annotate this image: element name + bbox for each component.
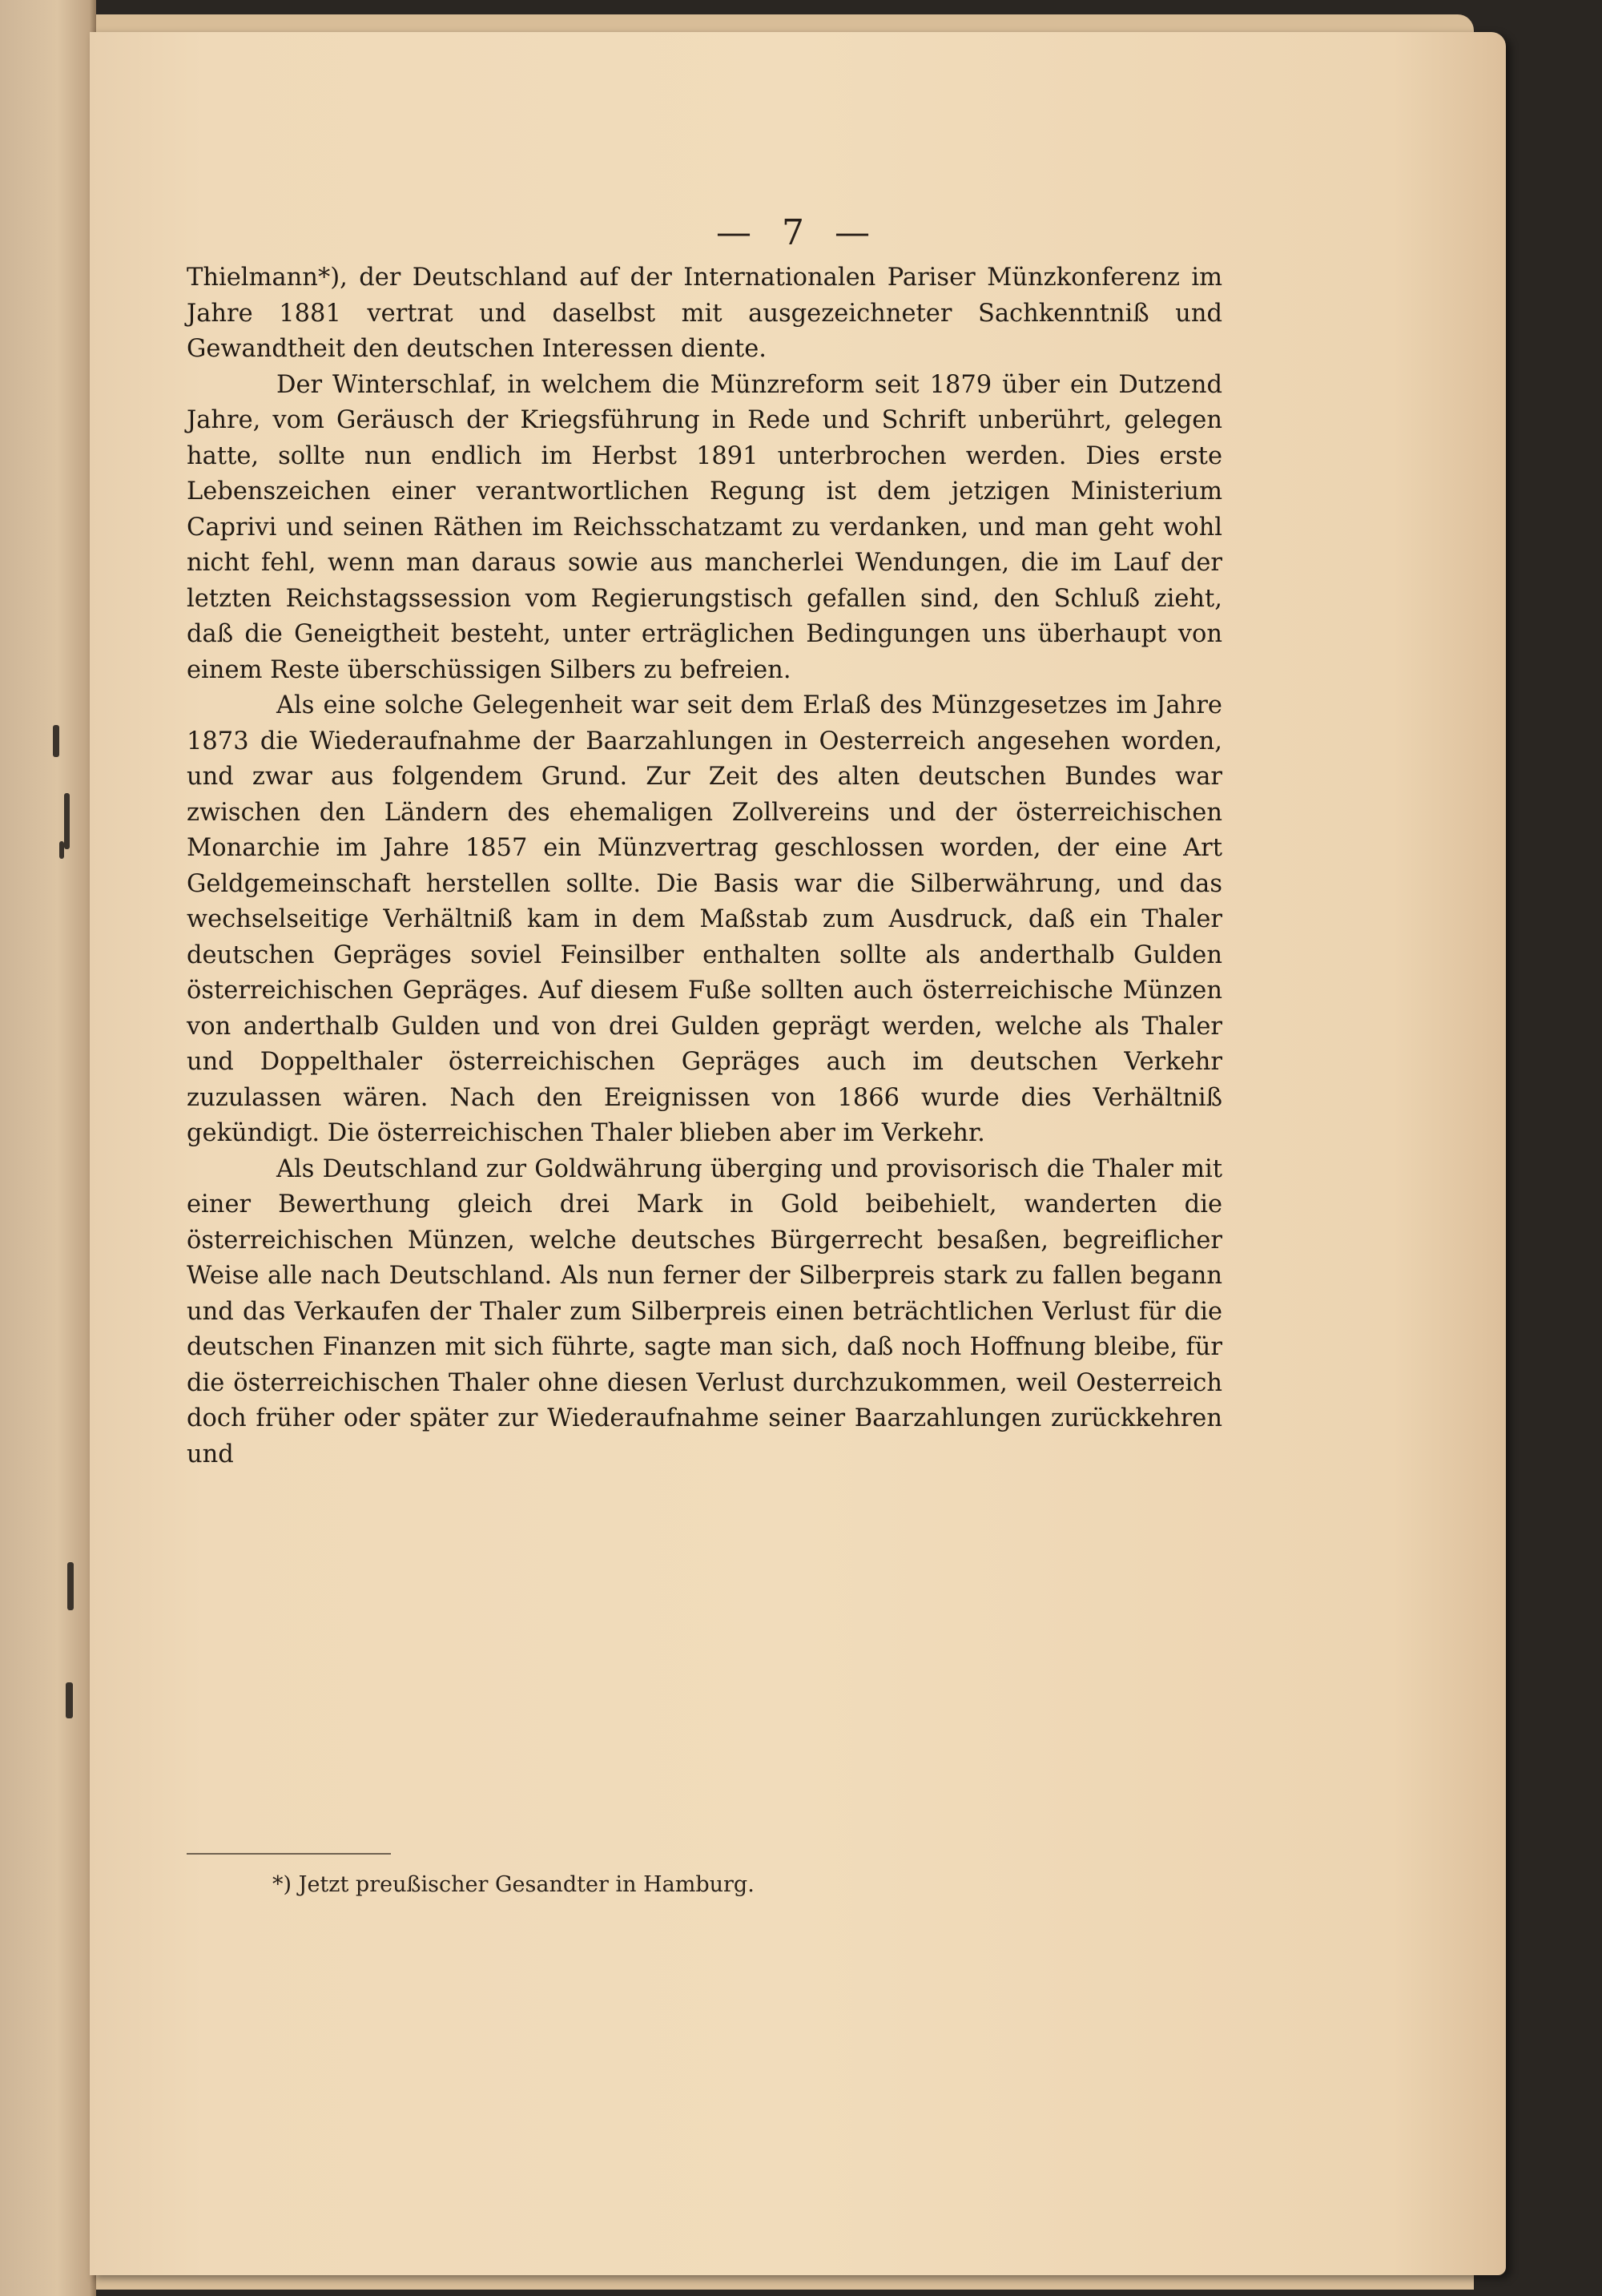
paragraph: Thielmann*), der Deutschland auf der Internationalen Pariser Münzkonferenz im Jahre 1881 vertrat und daselbst mit ausgezeichneter Sachkenntniß und Gewandtheit den deutschen Interessen diente. — [187, 264, 1222, 363]
paragraph: Als eine solche Gelegenheit war seit dem Erlaß des Münzgesetzes im Jahre 1873 die Wiederaufnahme der Baarzahlungen in Oesterreich angesehen worden, und zwar aus folgendem Grund. Zur Zeit des alten deutschen Bundes war zwischen den Ländern des ehemaligen Zollvereins und der österreichischen Monarchie im Jahre 1857 ein Münzvertrag geschlossen worden, der eine Art Geldgemeinschaft herstellen sollte. Die Basis war die Silberwährung, und das wechselseitige Verhältniß kam in dem Maßstab zum Ausdruck, daß ein Thaler deutschen Gepräges soviel Feinsilber enthalten sollte als anderthalb Gulden österreichischen Gepräges. Auf diesem Fuße sollten auch österreichische Münzen von anderthalb Gulden und von drei Gulden geprägt werden, welche als Thaler und Doppelthaler österreichischen Gepräges auch im deutschen Verkehr zuzulassen wären. Nach den Ereignissen von 1866 wurde dies Verhältniß gekündigt. Die österreichischen Thaler blieben aber im Verkehr. — [187, 691, 1222, 1147]
footnote-rule — [187, 1853, 391, 1855]
page-number: — 7 — — [716, 212, 879, 253]
pencil-mark — [64, 793, 70, 849]
paragraph: Der Winterschlaf, in welchem die Münzreform seit 1879 über ein Dutzend Jahre, vom Geräusch der Kriegsführung in Rede und Schrift unberührt, gelegen hatte, sollte nun endlich im Herbst 1891 unterbrochen werden. Dies erste Lebenszeichen einer verantwortlichen Regung ist dem jetzigen Ministerium Caprivi und seinen Räthen im Reichsschatzamt zu verdanken, und man geht wohl nicht fehl, wenn man daraus sowie aus mancherlei Wendungen, die im Lauf der letzten Reichstagssession vom Regierungstisch gefallen sind, den Schluß zieht, daß die Geneigtheit besteht, unter erträglichen Bedingungen uns überhaupt von einem Reste überschüssigen Silbers zu befreien. — [187, 370, 1222, 684]
footnote: *) Jetzt preußischer Gesandter in Hamburg. — [272, 1872, 755, 1897]
facing-page-edge — [0, 0, 96, 2296]
body-text — [187, 260, 1222, 1472]
pencil-mark — [53, 725, 59, 757]
pencil-mark — [67, 1562, 74, 1610]
paragraph: Als Deutschland zur Goldwährung überging und provisorisch die Thaler mit einer Bewerthung gleich drei Mark in Gold beibehielt, wanderten die österreichischen Münzen, welche deutsches Bürgerrecht besaßen, begreiflicher Weise alle nach Deutschland. Als nun ferner der Silberpreis stark zu fallen begann und das Verkaufen der Thaler zum Silberpreis einen beträchtlichen Verlust für die deutschen Finanzen mit sich führte, sagte man sich, daß noch Hoffnung bleibe, für die österreichischen Thaler ohne diesen Verlust durchzukommen, weil Oesterreich doch früher oder später zur Wiederaufnahme seiner Baarzahlungen zurückkehren und — [187, 1154, 1222, 1468]
pencil-mark — [59, 841, 64, 859]
pencil-mark — [66, 1682, 73, 1718]
